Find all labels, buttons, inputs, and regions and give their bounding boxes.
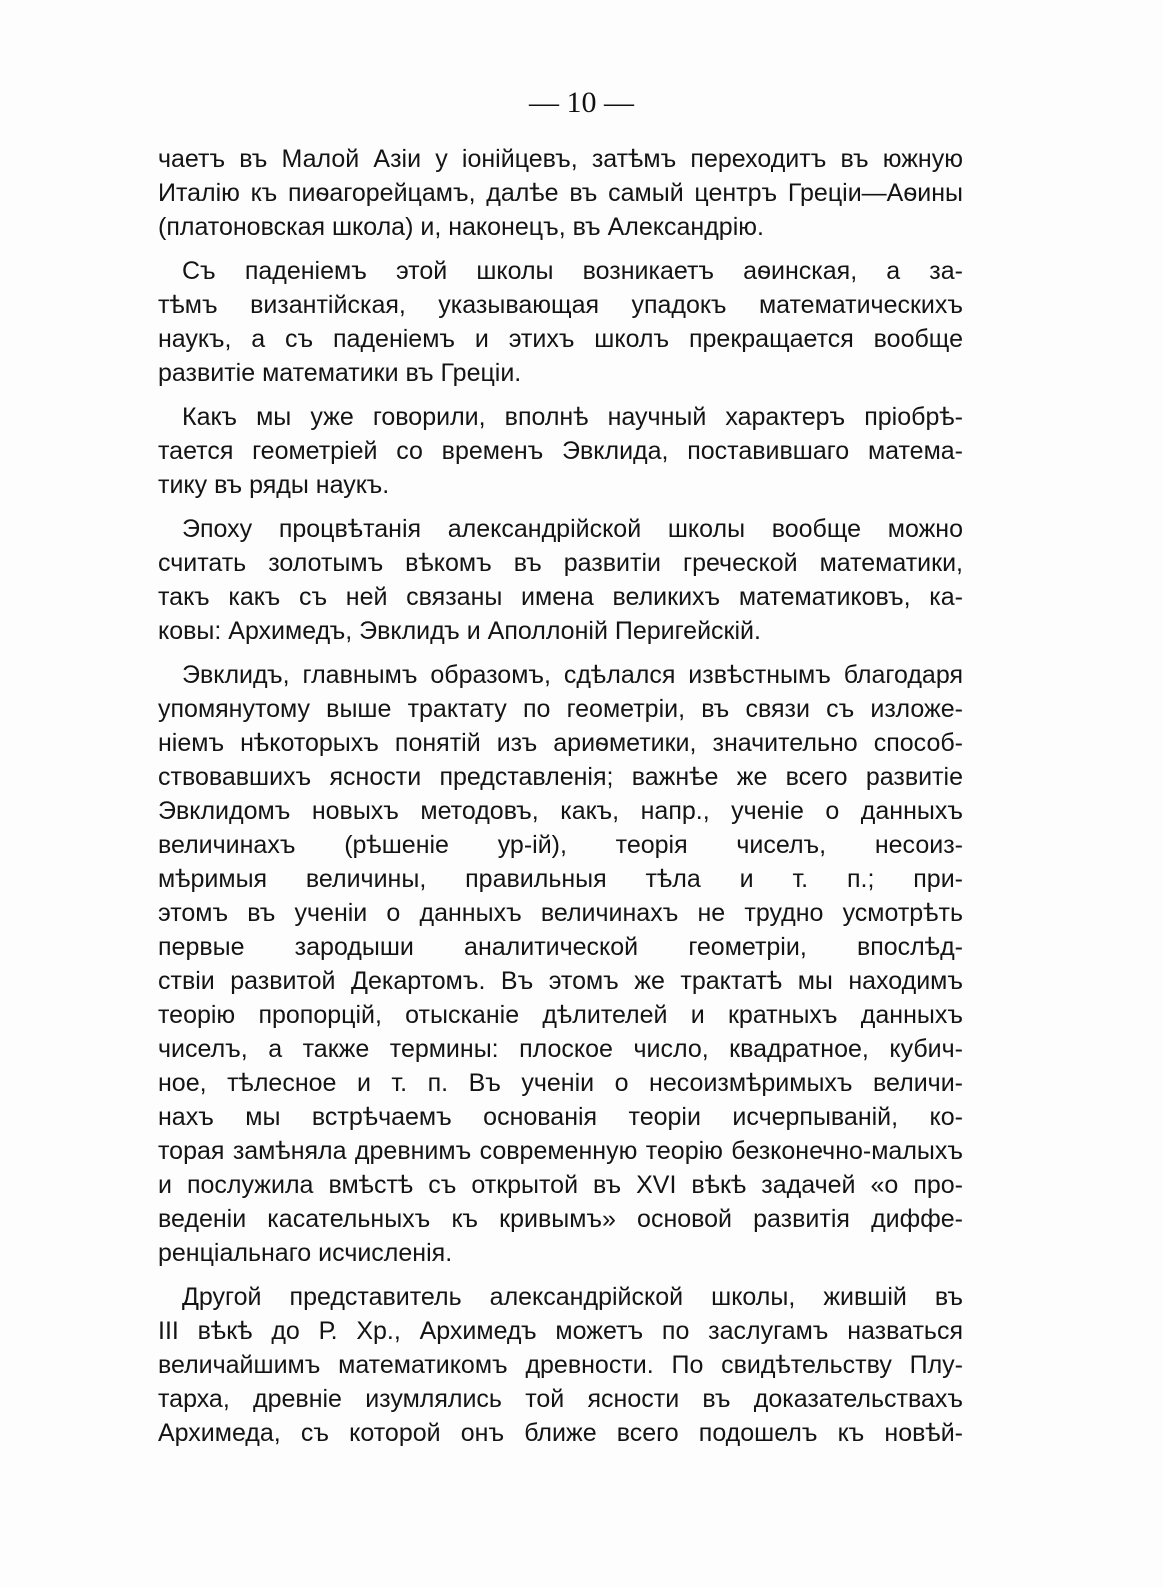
text-line: наукъ, а съ паденіемъ и этихъ школъ прекращается вообще — [158, 325, 963, 353]
paragraph — [158, 400, 963, 502]
text-line: упомянутому выше трактату по геометріи, въ связи съ изложе- — [158, 695, 963, 723]
paragraph — [158, 142, 963, 244]
text-line: Архимеда, съ которой онъ ближе всего подошелъ къ новѣй- — [158, 1419, 963, 1447]
text-line: и послужила вмѣстѣ съ открытой въ XVI вѣкѣ задачей «о про- — [158, 1171, 963, 1199]
text-line: нахъ мы встрѣчаемъ основанія теоріи исчерпываній, ко- — [158, 1103, 963, 1131]
text-line: величайшимъ математикомъ древности. По свидѣтельству Плу- — [158, 1351, 963, 1379]
text-line: Какъ мы уже говорили, вполнѣ научный характеръ пріобрѣ- — [182, 403, 963, 431]
text-line: такъ какъ съ ней связаны имена великихъ математиковъ, ка- — [158, 583, 963, 611]
text-line: Съ паденіемъ этой школы возникаетъ аѳинская, а за- — [182, 257, 963, 285]
text-line: величинахъ (рѣшеніе ур-ій), теорія чиселъ, несоиз- — [158, 831, 963, 859]
text-line: мѣримыя величины, правильныя тѣла и т. п.; при- — [158, 865, 963, 893]
text-line: ніемъ нѣкоторыхъ понятій изъ ариѳметики, значительно способ- — [158, 729, 963, 757]
text-line: тѣмъ византійская, указывающая упадокъ математическихъ — [158, 291, 963, 319]
text-line: (платоновская школа) и, наконецъ, въ Александрію. — [158, 213, 764, 241]
text-line: этомъ въ ученіи о данныхъ величинахъ не трудно усмотрѣть — [158, 899, 963, 927]
paragraph — [158, 254, 963, 390]
body-text — [158, 142, 963, 1450]
text-line: первые зародыши аналитической геометріи, впослѣд- — [158, 933, 963, 961]
text-line: Эпоху процвѣтанія александрійской школы вообще можно — [182, 515, 963, 543]
paragraph — [158, 1280, 963, 1450]
text-line: Эвклидъ, главнымъ образомъ, сдѣлался извѣстнымъ благодаря — [182, 661, 963, 689]
text-line: развитіе математики въ Греціи. — [158, 359, 522, 387]
text-line: ное, тѣлесное и т. п. Въ ученіи о несоизмѣримыхъ величи- — [158, 1069, 963, 1097]
text-line: чаетъ въ Малой Азіи у іонійцевъ, затѣмъ переходитъ въ южную — [158, 145, 963, 173]
text-line: тику въ ряды наукъ. — [158, 471, 390, 499]
text-line: III вѣкѣ до Р. Хр., Архимедъ можетъ по заслугамъ назваться — [158, 1317, 963, 1345]
text-line: торая замѣняла древнимъ современную теорію безконечно-малыхъ — [158, 1137, 963, 1165]
text-line: ренціальнаго исчисленія. — [158, 1239, 453, 1267]
paragraph — [158, 658, 963, 1270]
text-line: считать золотымъ вѣкомъ въ развитіи греческой математики, — [158, 549, 963, 577]
text-line: ковы: Архимедъ, Эвклидъ и Аполлоній Перигейскій. — [158, 617, 761, 645]
paragraph — [158, 512, 963, 648]
text-line: тается геометріей со временъ Эвклида, поставившаго матема- — [158, 437, 963, 465]
text-line: Другой представитель александрійской школы, жившій въ — [182, 1283, 963, 1311]
text-line: теорію пропорцій, отысканіе дѣлителей и кратныхъ данныхъ — [158, 1001, 963, 1029]
text-line: Италію къ пиѳагорейцамъ, далѣе въ самый центръ Греціи—Аѳины — [158, 179, 963, 207]
text-line: ствіи развитой Декартомъ. Въ этомъ же трактатѣ мы находимъ — [158, 967, 963, 995]
page-number: — 10 — — [529, 86, 634, 119]
text-line: веденіи касательныхъ къ кривымъ» основой развитія диффе- — [158, 1205, 963, 1233]
text-line: чиселъ, а также термины: плоское число, квадратное, кубич- — [158, 1035, 963, 1063]
text-line: тарха, древніе изумлялись той ясности въ доказательствахъ — [158, 1385, 963, 1413]
text-line: ствовавшихъ ясности представленія; важнѣе же всего развитіе — [158, 763, 963, 791]
text-line: Эвклидомъ новыхъ методовъ, какъ, напр., ученіе о данныхъ — [158, 797, 963, 825]
